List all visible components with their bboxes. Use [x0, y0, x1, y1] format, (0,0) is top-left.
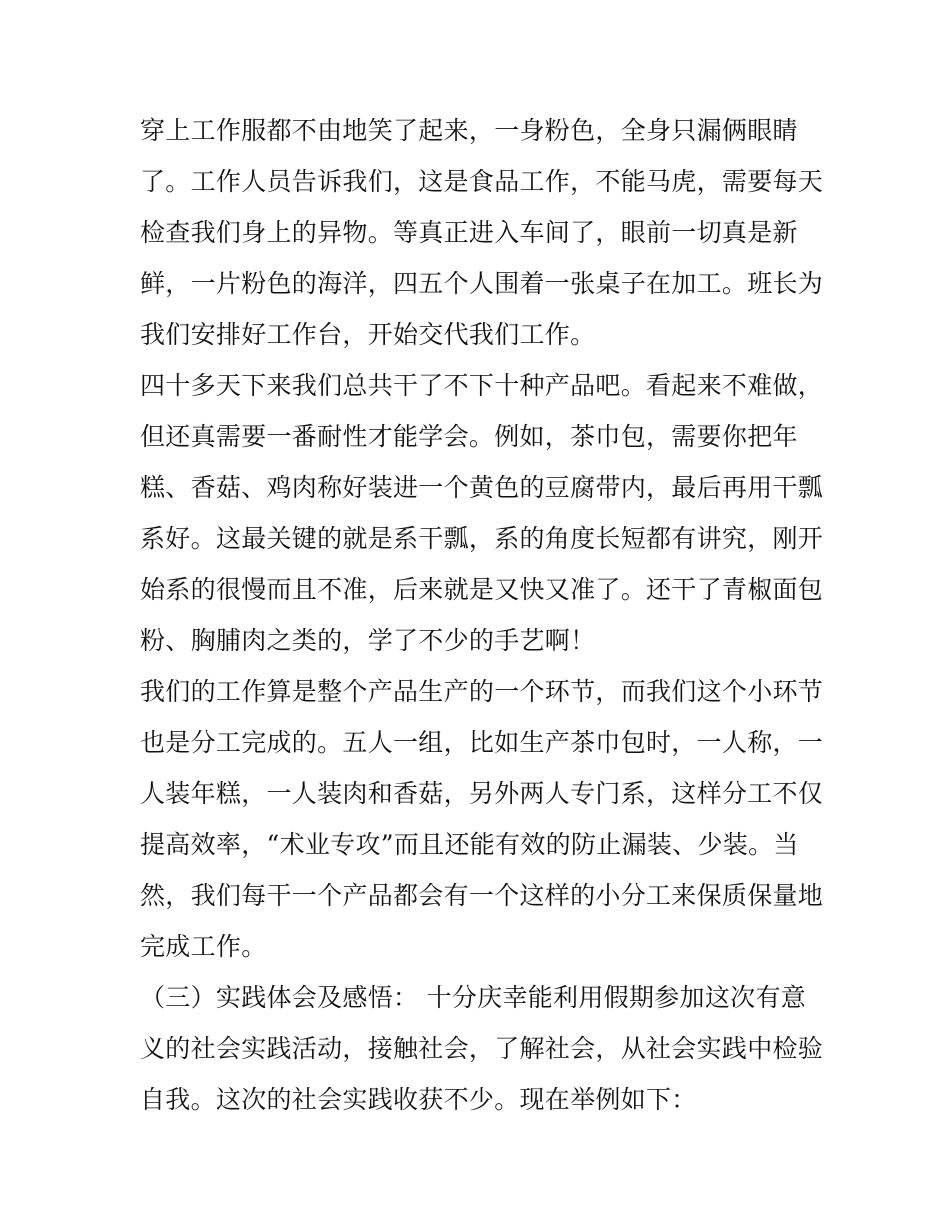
text-line: 我们安排好工作台，开始交代我们工作。 [140, 320, 596, 349]
text-line: 完成工作。 [140, 932, 267, 961]
document-body [140, 105, 824, 1125]
text-line: 自我。这次的社会实践收获不少。现在举例如下： [140, 1085, 697, 1114]
text-line: 了。工作人员告诉我们，这是食品工作，不能马虎，需要每天 [140, 167, 824, 196]
text-line: 始系的很慢而且不准，后来就是又快又准了。还干了青椒面包 [140, 575, 824, 604]
text-line: 鲜，一片粉色的海洋，四五个人围着一张桌子在加工。班长为 [140, 269, 824, 298]
text-line: 系好。这最关键的就是系干瓢，系的角度长短都有讲究，刚开 [140, 524, 824, 553]
text-line: 粉、胸脯肉之类的，学了不少的手艺啊！ [140, 626, 596, 655]
text-line: 穿上工作服都不由地笑了起来，一身粉色，全身只漏俩眼睛 [140, 116, 798, 145]
text-line: 糕、香菇、鸡肉称好装进一个黄色的豆腐带内，最后再用干瓢 [140, 473, 824, 502]
text-line: 人装年糕，一人装肉和香菇，另外两人专门系，这样分工不仅 [140, 779, 824, 808]
text-line: 检查我们身上的异物。等真正进入车间了，眼前一切真是新 [140, 218, 798, 247]
text-line: 义的社会实践活动，接触社会，了解社会，从社会实践中检验 [140, 1034, 824, 1063]
text-line: 四十多天下来我们总共干了不下十种产品吧。看起来不难做， [140, 371, 824, 400]
text-line: （三）实践体会及感悟： 十分庆幸能利用假期参加这次有意 [140, 983, 807, 1012]
text-line: 提高效率，“术业专攻”而且还能有效的防止漏装、少装。当 [140, 830, 799, 859]
text-line: 但还真需要一番耐性才能学会。例如，茶巾包，需要你把年 [140, 422, 798, 451]
text-line: 然，我们每干一个产品都会有一个这样的小分工来保质保量地 [140, 881, 824, 910]
text-line: 我们的工作算是整个产品生产的一个环节，而我们这个小环节 [140, 677, 824, 706]
text-line: 也是分工完成的。五人一组，比如生产茶巾包时，一人称，一 [140, 728, 824, 757]
